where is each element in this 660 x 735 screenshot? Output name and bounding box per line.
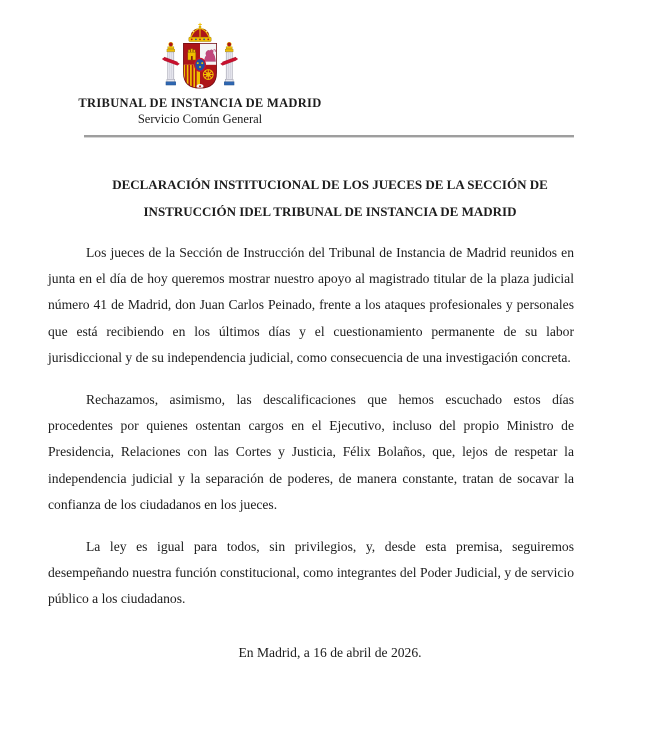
- document-body: [48, 171, 574, 666]
- shield-icon: [183, 43, 216, 88]
- left-pillar-icon: [162, 42, 180, 85]
- spain-coat-of-arms-icon: [161, 22, 239, 94]
- paragraph-2: Rechazamos, asimismo, las descalificaciones que hemos escuchado estos días procedentes por quienes ostentan cargos en el Ejecutivo, incluso del propio Ministro de Presidencia, Relaciones con las Cortes y Justicia, Félix Bolaños, que, lejos de respetar la independencia judicial y la separación de poderes, de manera constante, tratan de socavar la confianza de los ciudadanos en los jueces.: [48, 392, 574, 512]
- letterhead: [40, 22, 360, 127]
- right-pillar-icon: [220, 42, 238, 85]
- dateline: En Madrid, a 16 de abril de 2026.: [238, 644, 422, 660]
- header-divider: [84, 135, 574, 138]
- paragraph-1: Los jueces de la Sección de Instrucción del Tribunal de Instancia de Madrid reunidos en junta en el día de hoy queremos mostrar nuestro apoyo al magistrado titular de la plaza judicial número 41 de Madrid, don Juan Carlos Peinado, frente a los ataques profesionales y personales que está recibiendo en los últimos días y el cuestionamiento permanente de su labor jurisdiccional y de su independencia judicial, como consecuencia de una investigación concreta.: [48, 245, 574, 365]
- royal-crown-icon: [189, 23, 211, 42]
- title-line-1: DECLARACIÓN INSTITUCIONAL DE LOS JUECES DE LA SECCIÓN DE: [112, 177, 548, 192]
- org-name: TRIBUNAL DE INSTANCIA DE MADRID: [78, 96, 322, 110]
- document-title: [48, 171, 574, 225]
- org-subtitle: Servicio Común General: [137, 112, 263, 126]
- title-line-2: INSTRUCCIÓN IDEL TRIBUNAL DE INSTANCIA DE MADRID: [143, 204, 517, 219]
- paragraph-3: La ley es igual para todos, sin privilegios, y, desde esta premisa, seguiremos desempeñando nuestra función constitucional, como integrantes del Poder Judicial, y de servicio público a los ciudadanos.: [48, 539, 574, 607]
